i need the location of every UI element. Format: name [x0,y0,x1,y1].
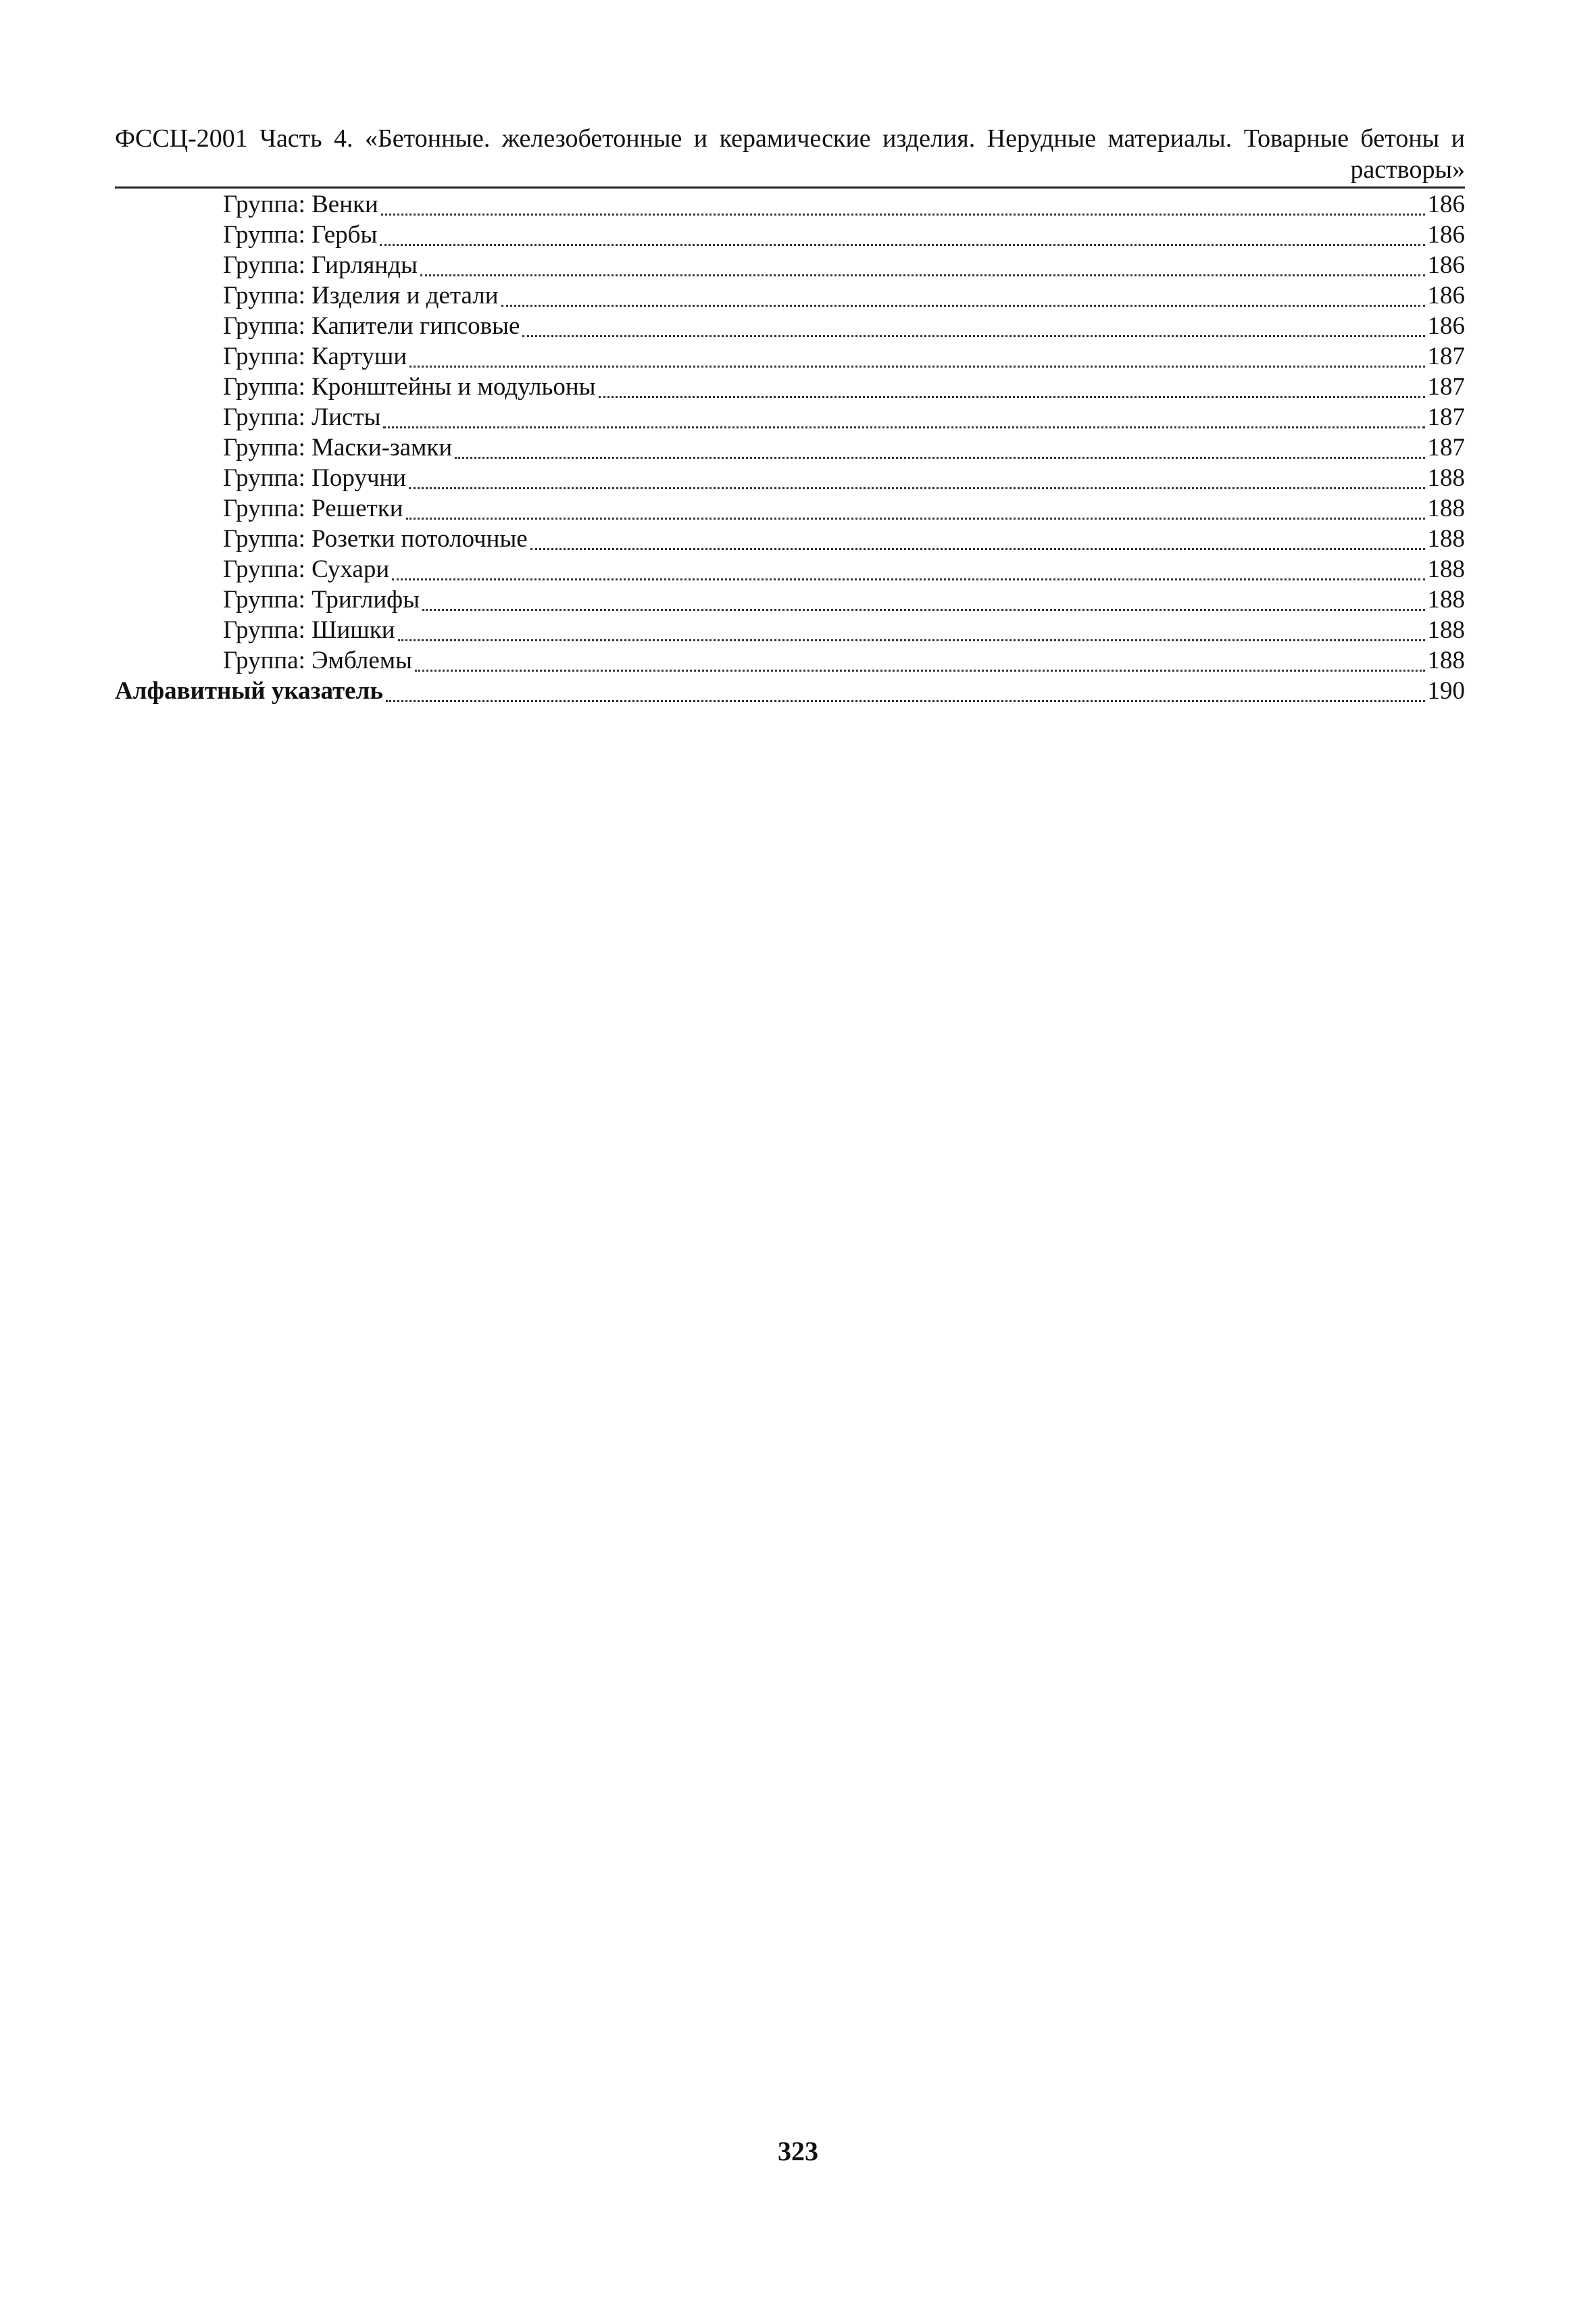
toc-entry[interactable] [115,463,1465,493]
toc-leader-dots [383,426,1424,428]
toc-entry-label: Группа: Венки [223,191,378,218]
toc-leader-dots [455,457,1424,459]
toc-entry-page: 188 [1427,586,1465,614]
toc-leader-dots [530,548,1425,550]
toc-entry[interactable] [115,311,1465,341]
toc-leader-dots [415,670,1424,672]
toc-entry[interactable] [115,493,1465,524]
toc-entry-label: Группа: Решетки [223,495,403,522]
toc-entry[interactable] [115,341,1465,372]
toc-entry-label: Группа: Гирлянды [223,251,418,279]
toc-leader-dots [398,639,1425,641]
toc-entry-page: 188 [1427,464,1465,492]
toc-entry[interactable] [115,189,1465,220]
toc-entry[interactable] [115,372,1465,402]
toc-leader-dots [409,366,1424,368]
toc-entry-page: 188 [1427,495,1465,522]
toc-leader-dots [501,305,1425,307]
toc-entry-page: 186 [1427,251,1465,279]
toc-entry[interactable] [115,250,1465,280]
toc-entry[interactable] [115,402,1465,432]
toc-index-entry[interactable] [115,676,1465,706]
toc-entry[interactable] [115,524,1465,554]
toc-entry[interactable] [115,432,1465,463]
toc-entry-label: Группа: Картуши [223,343,407,370]
toc-leader-dots [422,609,1424,611]
page-number: 323 [778,2136,818,2166]
toc-entry-page: 187 [1427,434,1465,462]
toc-entry-label: Группа: Шишки [223,616,395,644]
running-header [115,123,1465,185]
toc-entry-label: Группа: Кронштейны и модульоны [223,373,596,401]
table-of-contents [115,189,1465,706]
toc-leader-dots [406,518,1425,520]
toc-entry-page: 190 [1427,677,1465,705]
toc-entry[interactable] [115,220,1465,250]
toc-entry[interactable] [115,645,1465,676]
toc-entry-page: 186 [1427,282,1465,309]
header-title-line1: ФССЦ-2001 Часть 4. «Бетонные. железобетонные и керамические изделия. Нерудные материалы. Товарные бетоны и [115,124,1465,153]
toc-entry[interactable] [115,280,1465,311]
toc-entry-label: Алфавитный указатель [115,677,383,705]
toc-entry-label: Группа: Розетки потолочные [223,525,528,553]
header-rule [115,186,1465,189]
toc-entry-label: Группа: Триглифы [223,586,420,614]
toc-entry-page: 187 [1427,373,1465,401]
toc-leader-dots [599,396,1425,398]
toc-entry-page: 186 [1427,312,1465,340]
toc-entry-page: 187 [1427,343,1465,370]
toc-entry-page: 188 [1427,616,1465,644]
toc-entry-label: Группа: Изделия и детали [223,282,499,309]
toc-entry[interactable] [115,584,1465,615]
toc-entry-page: 186 [1427,221,1465,249]
toc-leader-dots [409,487,1424,489]
toc-entry-page: 188 [1427,647,1465,674]
toc-entry-label: Группа: Капители гипсовые [223,312,520,340]
toc-entry-page: 188 [1427,525,1465,553]
toc-leader-dots [420,274,1425,276]
toc-entry-label: Группа: Поручни [223,464,407,492]
toc-leader-dots [380,244,1424,246]
toc-leader-dots [386,700,1425,702]
toc-entry-page: 186 [1427,191,1465,218]
toc-entry-label: Группа: Эмблемы [223,647,413,674]
toc-leader-dots [381,214,1425,216]
toc-entry[interactable] [115,554,1465,584]
toc-entry[interactable] [115,615,1465,645]
header-title-line2: растворы» [1350,155,1465,184]
toc-leader-dots [522,335,1424,337]
toc-entry-page: 188 [1427,555,1465,583]
toc-entry-label: Группа: Маски-замки [223,434,453,462]
toc-entry-label: Группа: Листы [223,403,381,431]
toc-entry-page: 187 [1427,403,1465,431]
toc-leader-dots [392,578,1424,580]
toc-entry-label: Группа: Сухари [223,555,390,583]
toc-entry-label: Группа: Гербы [223,221,378,249]
